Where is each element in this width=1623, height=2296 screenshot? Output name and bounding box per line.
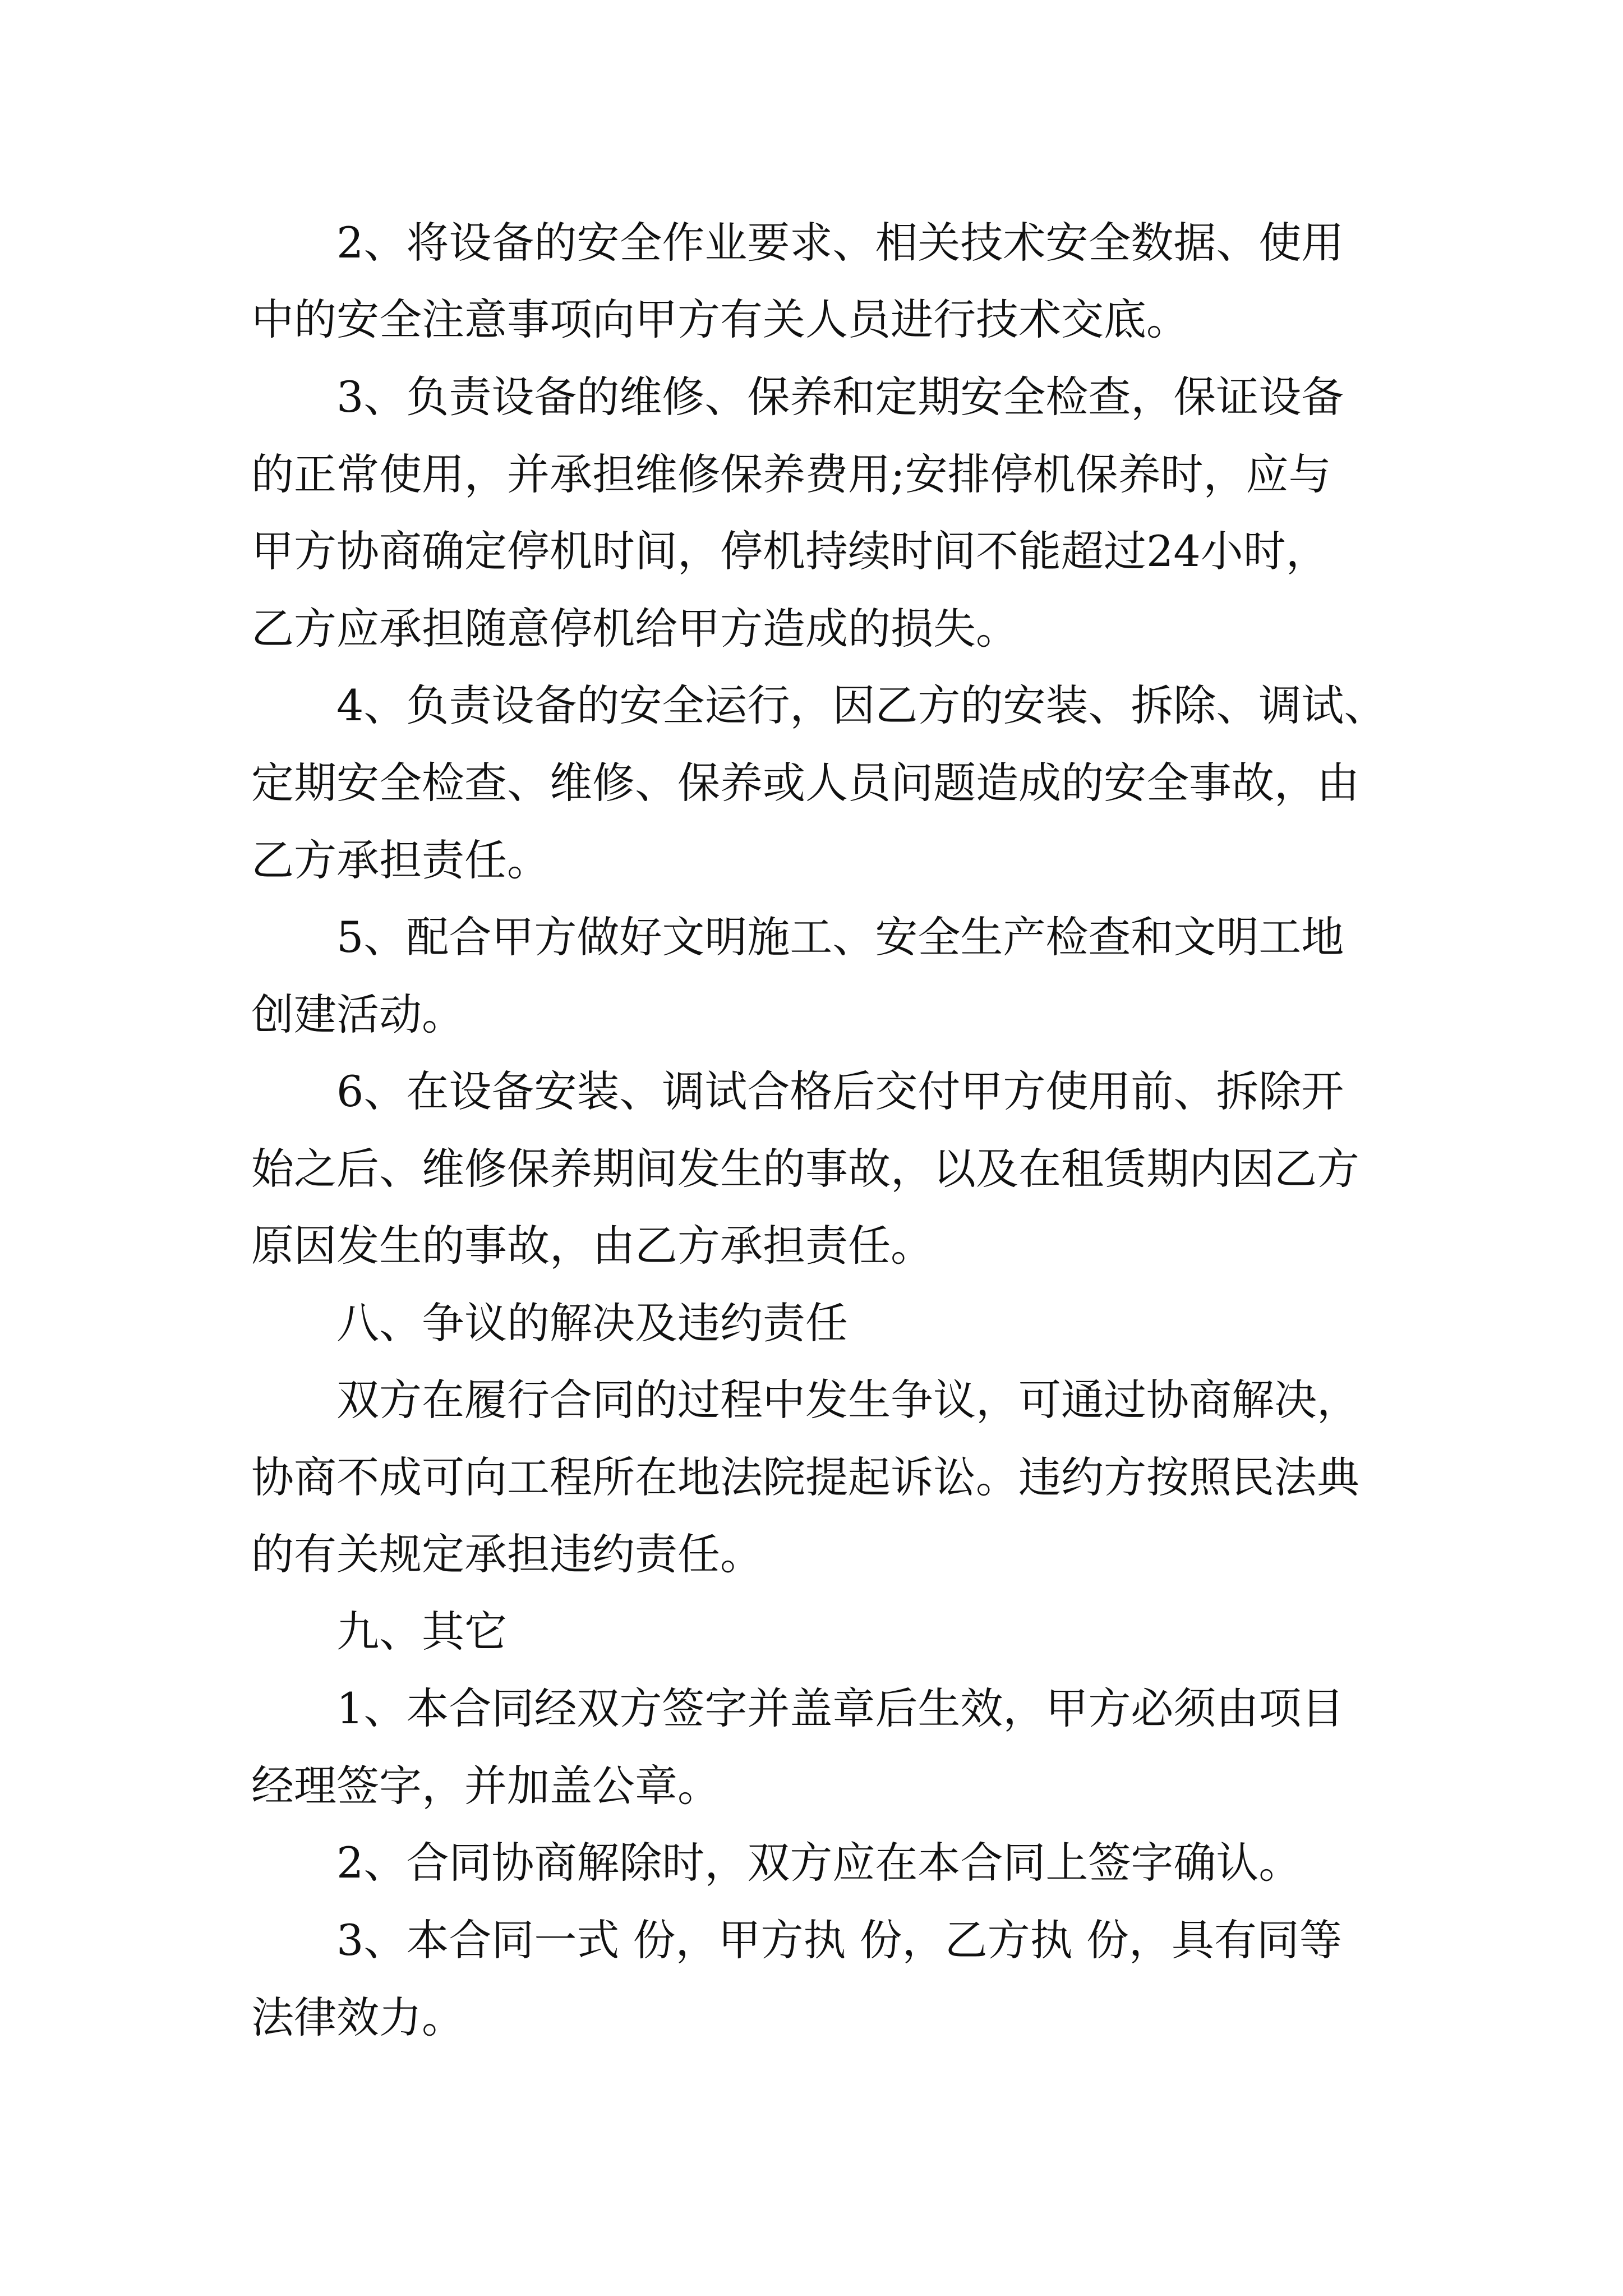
text-line: 法律效力。 [251, 1993, 464, 2042]
text-line: 甲方协商确定停机时间，停机持续时间不能超过24小时， [251, 526, 1329, 576]
section-heading: 九、其它 [336, 1607, 507, 1657]
text-line: 始之后、维修保养期间发生的事故，以及在租赁期内因乙方 [251, 1144, 1359, 1194]
text-line: 中的安全注意事项向甲方有关人员进行技术交底。 [251, 295, 1189, 344]
text-line: 1、本合同经双方签字并盖章后生效，甲方必须由项目 [336, 1683, 1344, 1733]
text-line: 的有关规定承担违约责任。 [251, 1529, 763, 1579]
text-line: 乙方承担责任。 [251, 835, 550, 885]
section-heading: 八、争议的解决及违约责任 [336, 1298, 848, 1348]
text-line: 2、将设备的安全作业要求、相关技术安全数据、使用 [336, 218, 1344, 268]
text-line: 定期安全检查、维修、保养或人员问题造成的安全事故，由 [251, 758, 1359, 808]
text-line: 创建活动。 [251, 990, 464, 1039]
text-line: 4、负责设备的安全运行，因乙方的安装、拆除、调试、 [336, 680, 1387, 730]
text-line: 3、本合同一式 份，甲方执 份，乙方执 份，具有同等 [336, 1915, 1342, 1965]
text-line: 双方在履行合同的过程中发生争议，可通过协商解决， [336, 1375, 1359, 1425]
text-line: 协商不成可向工程所在地法院提起诉讼。违约方按照民法典 [251, 1452, 1359, 1502]
text-line: 经理签字，并加盖公章。 [251, 1761, 720, 1811]
text-line: 2、合同协商解除时，双方应在本合同上签字确认。 [336, 1838, 1302, 1888]
text-line: 5、配合甲方做好文明施工、安全生产检查和文明工地 [336, 912, 1344, 962]
text-line: 乙方应承担随意停机给甲方造成的损失。 [251, 604, 1018, 654]
text-line: 3、负责设备的维修、保养和定期安全检查，保证设备 [336, 372, 1344, 422]
text-line: 6、在设备安装、调试合格后交付甲方使用前、拆除开 [336, 1066, 1344, 1116]
text-line: 的正常使用，并承担维修保养费用;安排停机保养时，应与 [251, 449, 1331, 499]
text-line: 原因发生的事故，由乙方承担责任。 [251, 1221, 933, 1271]
